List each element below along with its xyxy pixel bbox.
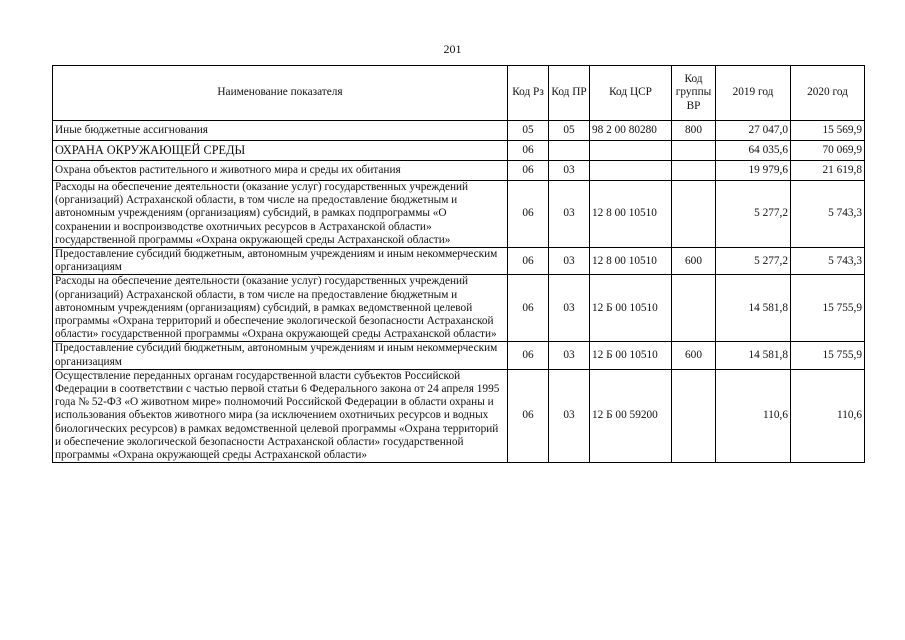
table-row: [53, 275, 865, 342]
row-2019: 5 277,2: [716, 181, 791, 248]
row-2019: 5 277,2: [716, 248, 791, 275]
row-2019: 110,6: [716, 369, 791, 462]
row-name: Осуществление переданных органам государственной власти субъектов Российской Федерации в соответствии с частью первой статьи 6 Федерального закона от 24 апреля 1995 года № 52-ФЗ «О животном мире» полномочий Российской Федерации в области охраны и использования объектов животного мира (за исключением охотничьих ресурсов и водных биологических ресурсов) в рамках ведомственной целевой программы «Охрана территорий и обеспечение экологической безопасности Астраханской области» государственной программы «Охрана окружающей среды Астраханской области»: [53, 369, 508, 462]
row-2020: 21 619,8: [791, 161, 865, 181]
row-name: Предоставление субсидий бюджетным, автономным учреждениям и иным некоммерческим организациям: [53, 248, 508, 275]
table-row: [53, 369, 865, 462]
header-2020: 2020 год: [791, 66, 865, 121]
table-header-row: [53, 66, 865, 121]
row-rz: 06: [508, 248, 549, 275]
row-name: Иные бюджетные ассигнования: [53, 121, 508, 141]
table-row: [53, 161, 865, 181]
row-2019: 27 047,0: [716, 121, 791, 141]
row-2019: 19 979,6: [716, 161, 791, 181]
row-pr: 03: [549, 369, 590, 462]
row-2019: 14 581,8: [716, 275, 791, 342]
row-csr: 12 8 00 10510: [590, 248, 672, 275]
row-csr: 12 Б 00 59200: [590, 369, 672, 462]
row-vr: 600: [672, 248, 716, 275]
row-2019: 64 035,6: [716, 141, 791, 161]
row-2020: 15 755,9: [791, 275, 865, 342]
row-pr: 03: [549, 248, 590, 275]
row-csr: 12 8 00 10510: [590, 181, 672, 248]
row-csr: 12 Б 00 10510: [590, 275, 672, 342]
row-2020: 110,6: [791, 369, 865, 462]
row-2020: 5 743,3: [791, 181, 865, 248]
row-pr: 05: [549, 121, 590, 141]
row-name: ОХРАНА ОКРУЖАЮЩЕЙ СРЕДЫ: [53, 141, 508, 161]
row-csr: [590, 141, 672, 161]
header-vr: Код группы ВР: [672, 66, 716, 121]
header-name: Наименование показателя: [53, 66, 508, 121]
row-csr: 98 2 00 80280: [590, 121, 672, 141]
header-csr: Код ЦСР: [590, 66, 672, 121]
row-rz: 06: [508, 342, 549, 369]
header-pr: Код ПР: [549, 66, 590, 121]
row-vr: [672, 141, 716, 161]
table-row: [53, 141, 865, 161]
row-2020: 5 743,3: [791, 248, 865, 275]
row-csr: [590, 161, 672, 181]
row-rz: 05: [508, 121, 549, 141]
row-name: Расходы на обеспечение деятельности (оказание услуг) государственных учреждений (организаций) Астраханской области, в том числе на предоставление бюджетным и автономным учреждениям (организациям) субсидий, в рамках подпрограммы «О сохранении и воспроизводстве охотничьих ресурсов в Астраханской области» государственной программы «Охрана окружающей среды Астраханской области»: [53, 181, 508, 248]
row-rz: 06: [508, 161, 549, 181]
table-row: [53, 248, 865, 275]
row-name: Расходы на обеспечение деятельности (оказание услуг) государственных учреждений (организаций) Астраханской области, в том числе на предоставление бюджетным и автономным учреждениям (организациям) субсидий, в рамках ведомственной целевой программы «Охрана территорий и обеспечение экологической безопасности Астраханской области» государственной программы «Охрана окружающей среды Астраханской области»: [53, 275, 508, 342]
row-vr: 600: [672, 342, 716, 369]
header-rz: Код Рз: [508, 66, 549, 121]
row-pr: [549, 141, 590, 161]
row-name: Предоставление субсидий бюджетным, автономным учреждениям и иным некоммерческим организациям: [53, 342, 508, 369]
table-row: [53, 181, 865, 248]
row-pr: 03: [549, 161, 590, 181]
budget-table: [52, 65, 865, 463]
row-name: Охрана объектов растительного и животного мира и среды их обитания: [53, 161, 508, 181]
header-2019: 2019 год: [716, 66, 791, 121]
row-2020: 15 569,9: [791, 121, 865, 141]
table-row: [53, 121, 865, 141]
row-vr: [672, 161, 716, 181]
row-rz: 06: [508, 141, 549, 161]
row-2020: 70 069,9: [791, 141, 865, 161]
row-pr: 03: [549, 181, 590, 248]
row-vr: 800: [672, 121, 716, 141]
row-pr: 03: [549, 342, 590, 369]
row-rz: 06: [508, 369, 549, 462]
row-vr: [672, 181, 716, 248]
row-2019: 14 581,8: [716, 342, 791, 369]
page-number: 201: [443, 42, 462, 56]
row-2020: 15 755,9: [791, 342, 865, 369]
row-rz: 06: [508, 275, 549, 342]
row-vr: [672, 275, 716, 342]
row-vr: [672, 369, 716, 462]
table-row: [53, 342, 865, 369]
row-pr: 03: [549, 275, 590, 342]
row-csr: 12 Б 00 10510: [590, 342, 672, 369]
row-rz: 06: [508, 181, 549, 248]
